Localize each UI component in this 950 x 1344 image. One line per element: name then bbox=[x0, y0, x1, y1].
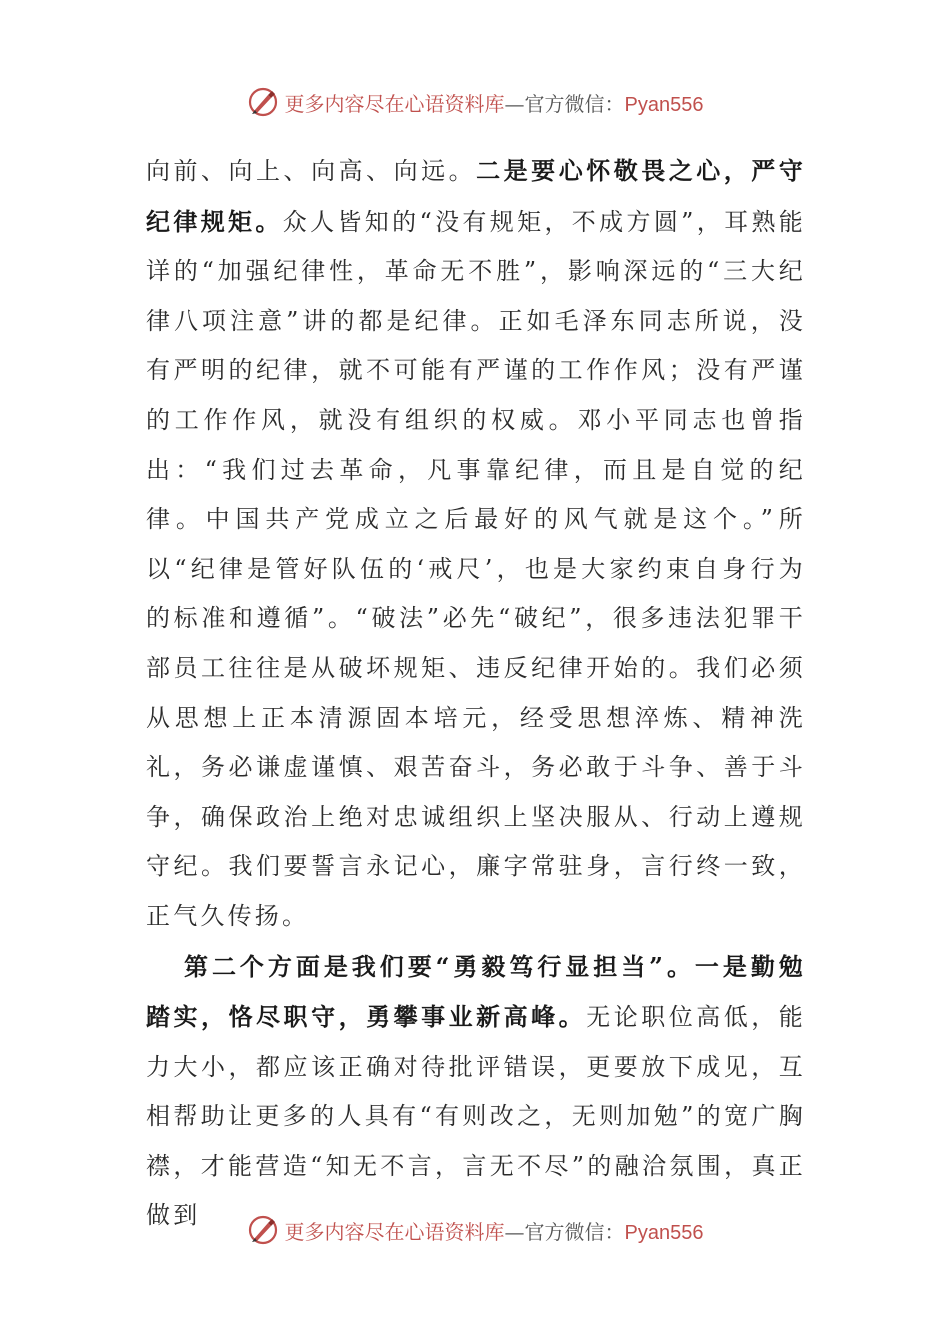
page-footer bbox=[0, 1210, 950, 1250]
header-wechat-label: 官方微信： bbox=[524, 91, 625, 116]
p2-text-1: 无论职位高低，能力大小，都应该正确对待批评错误，更要放下成见，互相帮助让更多的人具有“有则改之，无则加勉”的宽广胸襟，才能营造“知无不言，言无不尽”的融洽氛围，真正做到 bbox=[146, 1003, 806, 1230]
pen-logo-icon bbox=[247, 1214, 279, 1246]
pen-logo-icon bbox=[247, 86, 279, 118]
footer-text bbox=[285, 1216, 704, 1245]
p1-bold-1: 二是要心怀敬畏之心，严守纪律规矩。 bbox=[146, 156, 806, 236]
header-dash: — bbox=[504, 91, 525, 116]
footer-wechat-label: 官方微信： bbox=[524, 1219, 625, 1244]
header-brand: 更多内容尽在心语资料库 bbox=[284, 91, 505, 116]
p1-text-1: 向前、向上、向高、向远。 bbox=[146, 157, 477, 185]
footer-dash: — bbox=[504, 1219, 525, 1244]
footer-wechat-id: Pyan556 bbox=[624, 1221, 704, 1244]
header-banner bbox=[247, 86, 704, 118]
p1-text-2: 众人皆知的“没有规矩，不成方圆”，耳熟能详的“加强纪律性，革命无不胜”，影响深远的“三大纪律八项注意”讲的都是纪律。正如毛泽东同志所说，没有严明的纪律，就不可能有严谨的工作作风；没有严谨的工作作风，就没有组织的权威。邓小平同志也曾指出：“我们过去革命，凡事靠纪律，而且是自觉的纪律。中国共产党成立之后最好的风气就是这个。”所以“纪律是管好队伍的‘戒尺’，也是大家约束自身行为的标准和遵循”。“破法”必先“破纪”，很多违法犯罪干部员工往往是从破坏规矩、违反纪律开始的。我们必须从思想上正本清源固本培元，经受思想淬炼、精神洗礼，务必谦虚谨慎、艰苦奋斗，务必敢于斗争、善于斗争，确保政治上绝对忠诚组织上坚决服从、行动上遵规守纪。我们要誓言永记心，廉字常驻身，言行终一致，正气久传扬。 bbox=[146, 207, 807, 930]
header-wechat-id: Pyan556 bbox=[624, 93, 704, 116]
footer-brand: 更多内容尽在心语资料库 bbox=[284, 1219, 505, 1244]
paragraph-2 bbox=[146, 942, 806, 1242]
document-body bbox=[146, 146, 806, 1241]
page-header bbox=[0, 82, 950, 122]
header-text bbox=[285, 88, 704, 117]
paragraph-1 bbox=[146, 146, 806, 942]
footer-banner bbox=[247, 1214, 704, 1246]
p2-bold-1: 第二个方面是我们要“勇毅笃行显担当”。一是勤勉踏实，恪尽职守，勇攀事业新高峰。 bbox=[146, 951, 806, 1032]
